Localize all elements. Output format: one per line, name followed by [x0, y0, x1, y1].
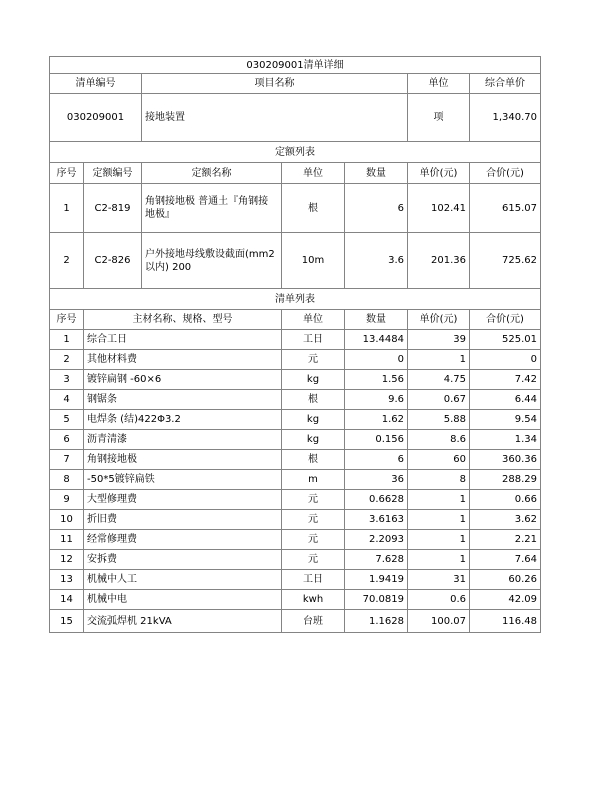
cell-total-price: 1.34 — [470, 430, 541, 450]
quota-header-unit-price: 单价(元) — [408, 163, 470, 184]
summary-row — [50, 94, 541, 142]
cell-unit-price: 1 — [408, 530, 470, 550]
cell-quota-name: 角钢接地极 普通土『角钢接地极』 — [142, 184, 282, 233]
cell-qty: 1.9419 — [345, 570, 408, 590]
materials-row — [50, 570, 541, 590]
materials-row — [50, 550, 541, 570]
cell-unit-price: 8.6 — [408, 430, 470, 450]
quota-rows — [50, 184, 541, 289]
materials-row — [50, 510, 541, 530]
cell-total-price: 9.54 — [470, 410, 541, 430]
cell-qty: 36 — [345, 470, 408, 490]
cell-unit: m — [282, 470, 345, 490]
cell-unit-price: 201.36 — [408, 233, 470, 289]
materials-section-band — [50, 289, 541, 310]
cell-total-price: 725.62 — [470, 233, 541, 289]
cell-unit-price: 39 — [408, 330, 470, 350]
cell-unit-price: 100.07 — [408, 610, 470, 633]
cell-unit: 元 — [282, 350, 345, 370]
cell-unit: 元 — [282, 530, 345, 550]
document-title: 030209001清单详细 — [50, 57, 541, 74]
cell-qty: 0.156 — [345, 430, 408, 450]
cell-material-name: 角钢接地极 — [84, 450, 282, 470]
cell-material-name: 交流弧焊机 21kVA — [84, 610, 282, 633]
cell-qty: 6 — [345, 450, 408, 470]
cell-seq: 4 — [50, 390, 84, 410]
materials-row — [50, 350, 541, 370]
cell-qty: 0.6628 — [345, 490, 408, 510]
cell-unit: kg — [282, 370, 345, 390]
summary-unit: 项 — [408, 94, 470, 142]
quota-header-row — [50, 163, 541, 184]
materials-section-title: 清单列表 — [50, 289, 541, 310]
quota-header-unit: 单位 — [282, 163, 345, 184]
quota-header-qty: 数量 — [345, 163, 408, 184]
cell-total-price: 3.62 — [470, 510, 541, 530]
cell-seq: 11 — [50, 530, 84, 550]
cell-unit: 工日 — [282, 330, 345, 350]
cell-unit-price: 31 — [408, 570, 470, 590]
cell-total-price: 60.26 — [470, 570, 541, 590]
summary-unit-price: 1,340.70 — [470, 94, 541, 142]
cell-material-name: 经常修理费 — [84, 530, 282, 550]
cell-unit-price: 8 — [408, 470, 470, 490]
cell-unit: 根 — [282, 390, 345, 410]
materials-rows — [50, 330, 541, 633]
materials-row — [50, 590, 541, 610]
quota-section-band — [50, 142, 541, 163]
cell-total-price: 116.48 — [470, 610, 541, 633]
summary-header-price: 综合单价 — [470, 74, 541, 94]
cell-material-name: 电焊条 (结)422Φ3.2 — [84, 410, 282, 430]
cell-qty: 1.62 — [345, 410, 408, 430]
cell-material-name: -50*5镀锌扁铁 — [84, 470, 282, 490]
materials-row — [50, 490, 541, 510]
cell-unit: 元 — [282, 550, 345, 570]
cell-unit: 台班 — [282, 610, 345, 633]
cell-unit-price: 0.6 — [408, 590, 470, 610]
cell-material-name: 机械中电 — [84, 590, 282, 610]
summary-item-name: 接地装置 — [142, 94, 408, 142]
quota-header-code: 定额编号 — [84, 163, 142, 184]
cell-material-name: 钢锯条 — [84, 390, 282, 410]
cell-total-price: 360.36 — [470, 450, 541, 470]
cell-material-name: 其他材料费 — [84, 350, 282, 370]
cell-qty: 3.6 — [345, 233, 408, 289]
cell-unit: 工日 — [282, 570, 345, 590]
summary-header-name: 项目名称 — [142, 74, 408, 94]
materials-header-qty: 数量 — [345, 310, 408, 330]
cell-quota-code: C2-826 — [84, 233, 142, 289]
cell-material-name: 大型修理费 — [84, 490, 282, 510]
cell-qty: 70.0819 — [345, 590, 408, 610]
materials-row — [50, 430, 541, 450]
cell-qty: 13.4484 — [345, 330, 408, 350]
cell-qty: 7.628 — [345, 550, 408, 570]
materials-row — [50, 390, 541, 410]
cell-seq: 2 — [50, 233, 84, 289]
cell-total-price: 0.66 — [470, 490, 541, 510]
materials-header-row — [50, 310, 541, 330]
cell-quota-code: C2-819 — [84, 184, 142, 233]
cell-unit: 10m — [282, 233, 345, 289]
quota-header-seq: 序号 — [50, 163, 84, 184]
materials-header-seq: 序号 — [50, 310, 84, 330]
cell-unit-price: 1 — [408, 550, 470, 570]
cell-total-price: 525.01 — [470, 330, 541, 350]
title-row — [50, 57, 541, 74]
quota-section-title: 定额列表 — [50, 142, 541, 163]
quota-header-total: 合价(元) — [470, 163, 541, 184]
cell-total-price: 288.29 — [470, 470, 541, 490]
materials-row — [50, 450, 541, 470]
cell-seq: 10 — [50, 510, 84, 530]
cell-unit: 根 — [282, 450, 345, 470]
cell-total-price: 615.07 — [470, 184, 541, 233]
cell-unit-price: 0.67 — [408, 390, 470, 410]
materials-row — [50, 330, 541, 350]
cell-seq: 1 — [50, 330, 84, 350]
cell-unit: 根 — [282, 184, 345, 233]
materials-header-unit-price: 单价(元) — [408, 310, 470, 330]
cell-total-price: 42.09 — [470, 590, 541, 610]
cell-material-name: 沥青清漆 — [84, 430, 282, 450]
cell-seq: 12 — [50, 550, 84, 570]
cell-material-name: 折旧费 — [84, 510, 282, 530]
summary-header-unit: 单位 — [408, 74, 470, 94]
cell-unit-price: 5.88 — [408, 410, 470, 430]
quota-row — [50, 233, 541, 289]
cell-seq: 7 — [50, 450, 84, 470]
cell-seq: 14 — [50, 590, 84, 610]
cell-unit-price: 1 — [408, 510, 470, 530]
materials-row — [50, 410, 541, 430]
cell-material-name: 镀锌扁钢 -60×6 — [84, 370, 282, 390]
quota-row — [50, 184, 541, 233]
cell-quota-name: 户外接地母线敷设截面(mm2以内) 200 — [142, 233, 282, 289]
cell-unit-price: 4.75 — [408, 370, 470, 390]
cell-seq: 3 — [50, 370, 84, 390]
quota-header-name: 定额名称 — [142, 163, 282, 184]
cell-unit-price: 1 — [408, 490, 470, 510]
cell-unit-price: 60 — [408, 450, 470, 470]
cell-total-price: 7.64 — [470, 550, 541, 570]
cell-unit-price: 102.41 — [408, 184, 470, 233]
cell-seq: 6 — [50, 430, 84, 450]
cell-unit: kg — [282, 430, 345, 450]
cell-seq: 15 — [50, 610, 84, 633]
cell-seq: 5 — [50, 410, 84, 430]
materials-row — [50, 370, 541, 390]
cell-total-price: 0 — [470, 350, 541, 370]
cell-seq: 2 — [50, 350, 84, 370]
cell-unit: 元 — [282, 490, 345, 510]
materials-header-total: 合价(元) — [470, 310, 541, 330]
cell-unit: kg — [282, 410, 345, 430]
cell-qty: 2.2093 — [345, 530, 408, 550]
materials-header-name: 主材名称、规格、型号 — [84, 310, 282, 330]
cell-total-price: 6.44 — [470, 390, 541, 410]
materials-row — [50, 470, 541, 490]
cell-material-name: 综合工日 — [84, 330, 282, 350]
cell-qty: 9.6 — [345, 390, 408, 410]
cell-qty: 6 — [345, 184, 408, 233]
cell-seq: 9 — [50, 490, 84, 510]
materials-row — [50, 610, 541, 633]
cell-qty: 0 — [345, 350, 408, 370]
materials-row — [50, 530, 541, 550]
cell-unit: kwh — [282, 590, 345, 610]
cost-detail-table — [49, 56, 541, 633]
cell-total-price: 7.42 — [470, 370, 541, 390]
cell-seq: 1 — [50, 184, 84, 233]
cell-total-price: 2.21 — [470, 530, 541, 550]
cell-qty: 1.56 — [345, 370, 408, 390]
cell-unit: 元 — [282, 510, 345, 530]
cell-qty: 3.6163 — [345, 510, 408, 530]
cell-unit-price: 1 — [408, 350, 470, 370]
cell-material-name: 机械中人工 — [84, 570, 282, 590]
cell-seq: 13 — [50, 570, 84, 590]
summary-header-row — [50, 74, 541, 94]
cell-material-name: 安拆费 — [84, 550, 282, 570]
cell-seq: 8 — [50, 470, 84, 490]
materials-header-unit: 单位 — [282, 310, 345, 330]
summary-header-code: 清单编号 — [50, 74, 142, 94]
summary-code: 030209001 — [50, 94, 142, 142]
cell-qty: 1.1628 — [345, 610, 408, 633]
